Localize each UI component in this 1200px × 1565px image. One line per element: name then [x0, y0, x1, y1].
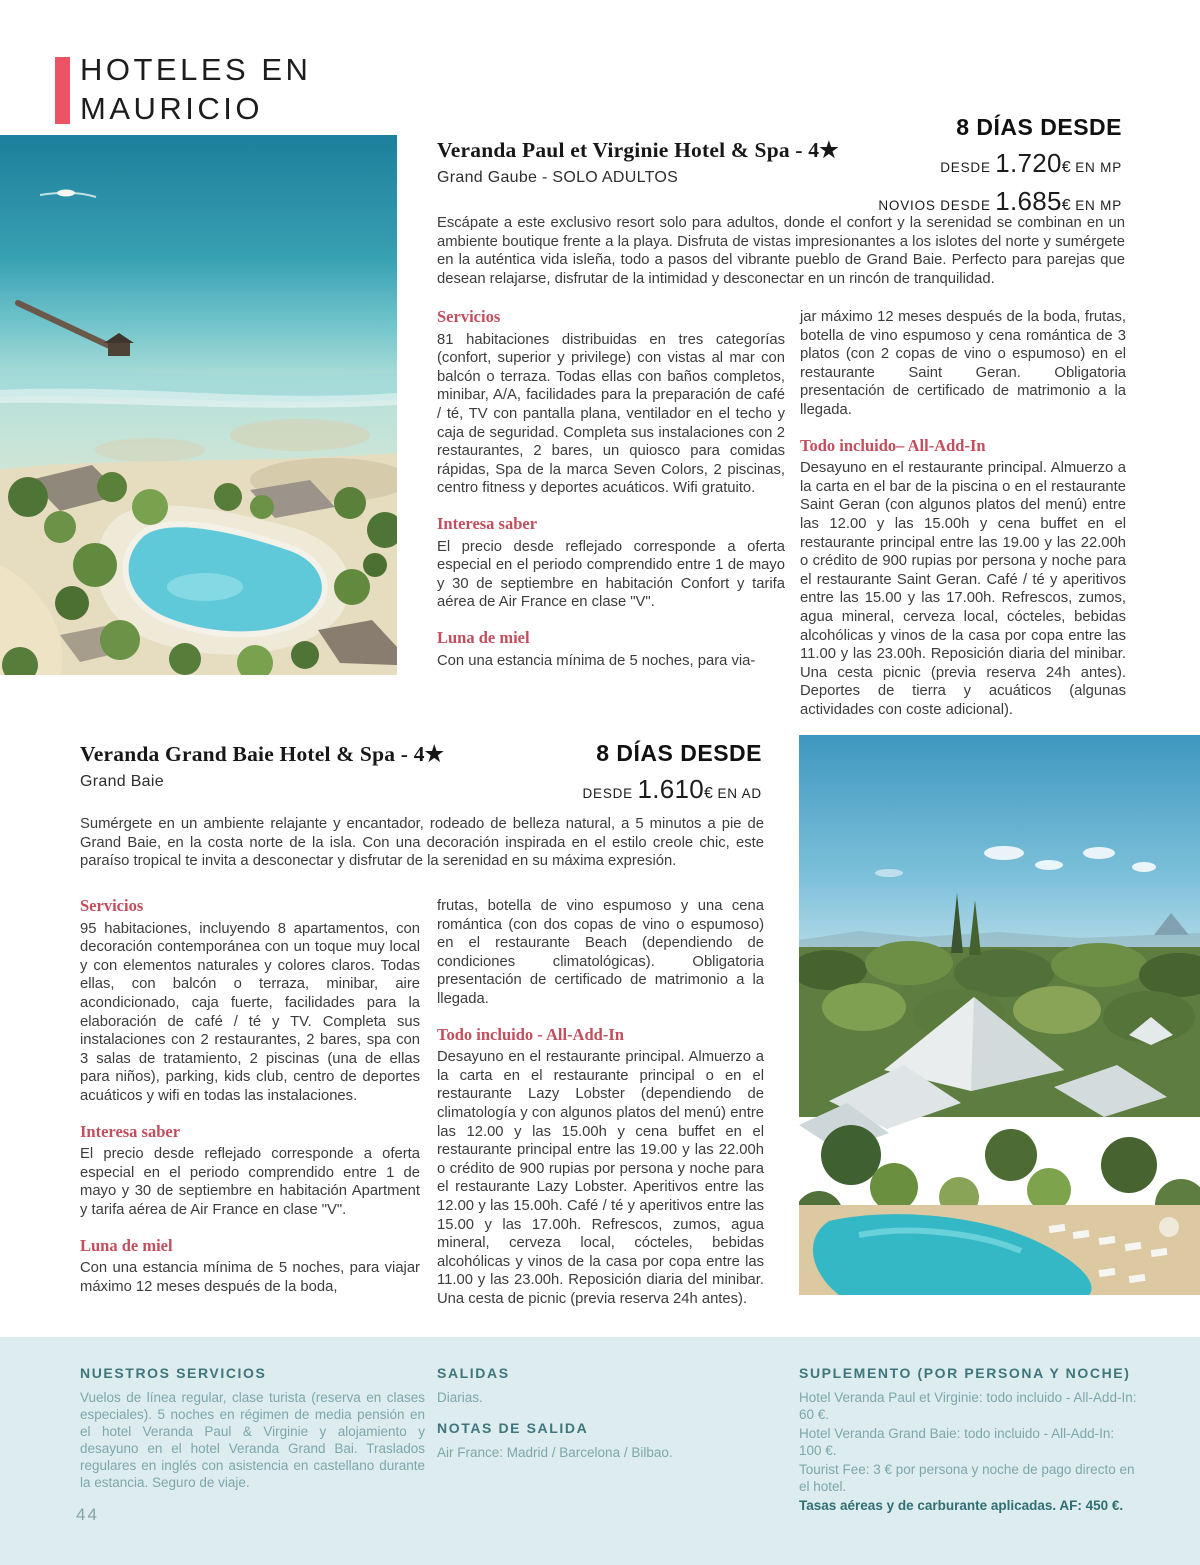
footer-band — [0, 1337, 1200, 1565]
hotel1-column-right — [800, 308, 1126, 719]
hotel2-column-mid — [437, 897, 764, 1308]
hotel2-servicios-body: 95 habitaciones, incluyendo 8 apartamentos, con decoración contemporánea con un toque muy local y con elementos naturales y colores claros. Todas ellas, con balcón o terraza, minibar, aire acondicionado, caja fuerte, facilidades para la elaboración de café / té y TV. Completa sus instalaciones con 2 restaurantes, 2 bares, spa con 3 salas de tratamiento, 2 piscinas (una de ellas para niños), parking, kids club, centro de deportes acuáticos y wifi en todas las instalaciones. — [80, 920, 420, 1104]
hotel1-name: Veranda Paul et Virginie Hotel & Spa - 4★ — [437, 138, 839, 162]
page-title-line1: HOTELES EN — [80, 52, 312, 87]
hotel1-todo-heading: Todo incluido– All-Add-In — [800, 435, 986, 455]
hotel1-luna-body: Con una estancia mínima de 5 noches, para via- — [437, 652, 756, 669]
hotel1-luna-heading: Luna de miel — [437, 627, 530, 647]
hotel2-luna-body: Con una estancia mínima de 5 noches, para viajar máximo 12 meses después de la boda, — [80, 1260, 420, 1295]
footer-suplemento-line3: Tourist Fee: 3 € por persona y noche de pago directo en el hotel. — [799, 1462, 1135, 1494]
hotel2-location: Grand Baie — [80, 773, 164, 790]
page-title — [80, 50, 311, 128]
hotel1-column-left — [437, 308, 785, 670]
footer-suplemento — [799, 1365, 1137, 1514]
hotel1-luna — [437, 629, 785, 670]
page-title-line2: MAURICIO — [80, 91, 263, 126]
hotel2-interesa-body: El precio desde reflejado corresponde a oferta especial en el periodo comprendido entre 1 de mayo y 30 de septiembre en habitación Apartment y tarifa aérea de Air France en clase "V". — [80, 1146, 420, 1218]
hotel1-price-line1: DESDE 1.720€ EN MP — [940, 148, 1122, 178]
hotel2-column-left — [80, 897, 420, 1296]
hotel1-interesa — [437, 515, 785, 612]
hotel2-interesa — [80, 1123, 420, 1220]
hotel1-servicios — [437, 308, 785, 498]
hotel1-luna-continuation: jar máximo 12 meses después de la boda, frutas, botella de vino espumoso y cena romántica de 3 platos (con 2 copas de vino o espumoso) en el restaurante Saint Geran. Obligatoria presentación de certificado de matrimonio a la llegada. — [800, 309, 1126, 418]
hotel2-name: Veranda Grand Baie Hotel & Spa - 4★ — [80, 742, 445, 766]
footer-nuestros-servicios-heading: NUESTROS SERVICIOS — [80, 1365, 267, 1381]
footer-suplemento-line1: Hotel Veranda Paul et Virginie: todo incluido - All-Add-In: 60 €. — [799, 1390, 1137, 1422]
hotel1-todo-incluido — [800, 437, 1126, 720]
hotel1-servicios-body: 81 habitaciones distribuidas en tres categorías (confort, superior y privilege) con vistas al mar con balcón o terraza. Todas ellas con baños completos, minibar, A/A, facilidades para la preparación de café / té, TV con pantalla plana, ventilador en el techo y caja de seguridad. Completa sus instalaciones con 2 restaurantes, 2 bares, un quiosco para comidas rápidas, Spa de la marca Seven Colors, 2 piscinas, centro fitness y deportes acuáticos. Wifi gratuito. — [437, 331, 785, 497]
hotel2-servicios — [80, 897, 420, 1106]
hotel1-price-line2: NOVIOS DESDE 1.685€ EN MP — [878, 186, 1122, 216]
footer-suplemento-line2: Hotel Veranda Grand Baie: todo incluido - All-Add-In: 100 €. — [799, 1426, 1115, 1458]
hotel1-intro: Escápate a este exclusivo resort solo para adultos, donde el confort y la serenidad se combinan en un ambiente boutique frente a la playa. Disfruta de vistas impresionantes a los islotes del norte y sumérgete en la auténtica vida isleña, todo a pasos del vibrante pueblo de Grand Baie. Perfecto para parejas que desean relajarse, disfrutar de la intimidad y desconectar en un rincón de tranquilidad. — [437, 215, 1125, 287]
footer-salidas-col — [437, 1365, 767, 1461]
hotel2-todo-body: Desayuno en el restaurante principal. Almuerzo a la carta en el restaurante principal o en el restaurante Lazy Lobster (dependiendo de climatología y con algunos platos del menú) entre las 12.00 y las 15.00h y cena buffet en el restaurante principal entre las 19.00 y las 22.00h o crédito de 900 rupias por persona y noche para el restaurante Lazy Lobster. Aperitivos entre las 12.00 y las 15.00h. Café / té y aperitivos entre las 15.00 y las 17.00h. Refrescos, zumos, agua mineral, cerveza local, cócteles, bebidas alcohólicas y vinos de la casa por copa entre las 11.00 y las 23.00h. Reposición diaria del minibar. Una cesta de picnic (previa reserva 24h antes). — [437, 1049, 764, 1307]
accent-bar — [55, 57, 70, 124]
hotel1-price-heading: 8 DÍAS DESDE — [956, 114, 1122, 140]
hotel2-header — [80, 742, 444, 791]
footer-nuestros-servicios — [80, 1365, 425, 1491]
hotel1-location: Grand Gaube - SOLO ADULTOS — [437, 169, 679, 186]
hotel2-intro: Sumérgete en un ambiente relajante y encantador, rodeado de belleza natural, a 5 minutos a pie de Grand Baie, en la costa norte de la isla. Con una decoración inspirada en el estilo creole chic, este paraíso tropical te invita a desconectar y disfrutar de la serenidad en su máxima expresión. — [80, 816, 764, 870]
hotel1-todo-body: Desayuno en el restaurante principal. Almuerzo a la carta en el bar de la piscina o en el restaurante Saint Geran (con algunos platos del menú) entre las 12.00 y las 15.00h y cena buffet en el restaurante principal entre las 19.00 y las 22.00h o crédito de 900 rupias por persona y noche para el restaurante Saint Geran. Café / té y aperitivos entre las 15.00 y las 17.00h. Refrescos, zumos, agua mineral, cerveza local, cócteles, bebidas alcohólicas y vinos de la casa por copa entre las 11.00 y las 23.00h. Reposición diaria del minibar. Una cesta picnic (previa reserva 24h antes). Deportes de tierra y acuáticos (algunas actividades con coste adicional). — [800, 460, 1126, 718]
footer-notas-body: Air France: Madrid / Barcelona / Bilbao. — [437, 1445, 673, 1460]
hotel2-luna-continuation: frutas, botella de vino espumoso y una cena romántica (con dos copas de vino o espumoso) en el restaurante Beach (dependiendo de condiciones climatológicas). Obligatoria presentación de certificado de matrimonio a la llegada. — [437, 898, 764, 1007]
hotel1-interesa-body: El precio desde reflejado corresponde a oferta especial en el periodo comprendido entre 1 de mayo y 30 de septiembre en habitación Confort y tarifa aérea de Air France en clase "V". — [437, 538, 785, 611]
footer-salidas-body: Diarias. — [437, 1390, 483, 1405]
hotel2-interesa-heading: Interesa saber — [80, 1121, 181, 1141]
footer-nuestros-servicios-body: Vuelos de línea regular, clase turista (reserva en clases especiales). 5 noches en régimen de media pensión en el hotel Veranda Paul & Virginie y alojamiento y desayuno en el hotel Veranda Grand Bai. Traslados regulares en inglés con asistencia en castellano durante la estancia. Seguro de viaje. — [80, 1390, 425, 1490]
page-number: 44 — [76, 1505, 99, 1524]
footer-salidas-heading: SALIDAS — [437, 1365, 510, 1381]
hotel1-price-block — [830, 114, 1122, 217]
hotel2-price-block — [470, 740, 762, 805]
footer-suplemento-bold-line: Tasas aéreas y de carburante aplicadas. AF: 450 €. — [799, 1498, 1124, 1513]
hotel2-luna-heading: Luna de miel — [80, 1235, 173, 1255]
hotel2-servicios-heading: Servicios — [80, 896, 144, 915]
hotel2-photo — [799, 735, 1200, 1295]
hotel2-price-heading: 8 DÍAS DESDE — [596, 740, 762, 766]
hotel2-todo-incluido — [437, 1026, 764, 1309]
hotel1-servicios-heading: Servicios — [437, 307, 501, 326]
hotel1-header — [437, 138, 839, 187]
pool-deck — [799, 1205, 1200, 1295]
hotel1-interesa-heading: Interesa saber — [437, 513, 538, 533]
hotel2-luna — [80, 1237, 420, 1297]
footer-notas-heading: NOTAS DE SALIDA — [437, 1420, 589, 1436]
ocean — [0, 135, 397, 485]
hotel2-todo-heading: Todo incluido - All-Add-In — [437, 1024, 624, 1044]
hotel2-price-line1: DESDE 1.610€ EN AD — [582, 774, 762, 804]
hotel1-photo — [0, 135, 397, 675]
footer-suplemento-heading: SUPLEMENTO (POR PERSONA Y NOCHE) — [799, 1365, 1131, 1381]
